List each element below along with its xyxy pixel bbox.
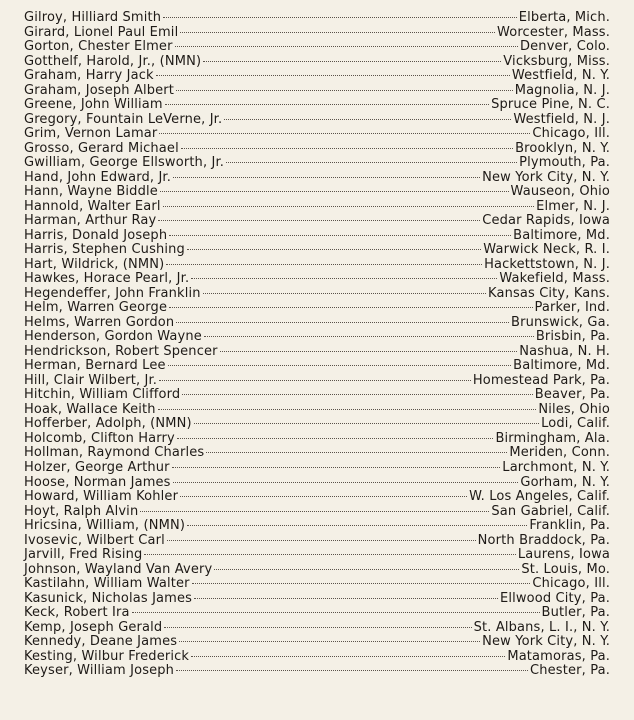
dot-leader — [169, 235, 511, 236]
roster-entry — [24, 69, 610, 84]
roster-entry — [24, 113, 610, 128]
person-name: Hand, John Edward, Jr. — [24, 169, 172, 185]
hometown: Beaver, Pa. — [534, 387, 610, 403]
dot-leader — [140, 511, 489, 512]
person-name: Hannold, Walter Earl — [24, 198, 161, 214]
roster-entry — [24, 534, 610, 549]
dot-leader — [191, 278, 497, 279]
person-name: Graham, Joseph Albert — [24, 82, 175, 98]
person-name: Hart, Wildrick, (NMN) — [24, 256, 165, 272]
hometown: Chicago, Ill. — [532, 576, 610, 592]
person-name: Grosso, Gerard Michael — [24, 140, 179, 156]
roster-entry — [24, 490, 610, 505]
hometown: Westfield, N. Y. — [511, 68, 610, 84]
roster-entry — [24, 287, 610, 302]
roster-entry — [24, 316, 610, 331]
roster-entry — [24, 635, 610, 650]
dot-leader — [220, 351, 518, 352]
hometown: St. Louis, Mo. — [521, 561, 610, 577]
person-name: Johnson, Wayland Van Avery — [24, 561, 213, 577]
person-name: Hollman, Raymond Charles — [24, 445, 205, 461]
hometown: Meriden, Conn. — [509, 445, 610, 461]
hometown: North Braddock, Pa. — [477, 532, 610, 548]
dot-leader — [191, 656, 505, 657]
hometown: Plymouth, Pa. — [519, 155, 610, 171]
person-name: Hitchin, William Clifford — [24, 387, 181, 403]
roster-entry — [24, 156, 610, 171]
dot-leader — [173, 177, 480, 178]
roster-entry — [24, 461, 610, 476]
hometown: Butler, Pa. — [541, 605, 610, 621]
roster-entry — [24, 345, 610, 360]
dot-leader — [160, 191, 509, 192]
roster-entry — [24, 446, 610, 461]
dot-leader — [187, 525, 527, 526]
roster-entry — [24, 359, 610, 374]
roster-entry — [24, 592, 610, 607]
dot-leader — [194, 423, 539, 424]
hometown: Larchmont, N. Y. — [502, 459, 610, 475]
hometown: Homestead Park, Pa. — [472, 372, 610, 388]
roster-entry — [24, 563, 610, 578]
dot-leader — [172, 467, 501, 468]
dot-leader — [214, 569, 519, 570]
dot-leader — [176, 322, 509, 323]
hometown: Warwick Neck, R. I. — [483, 242, 610, 258]
dot-leader — [206, 452, 507, 453]
roster-entry — [24, 243, 610, 258]
hometown: Baltimore, Md. — [513, 227, 610, 243]
dot-leader — [180, 496, 467, 497]
hometown: Parker, Ind. — [534, 300, 610, 316]
person-name: Herman, Bernard Lee — [24, 358, 166, 374]
person-name: Helm, Warren George — [24, 300, 168, 316]
dot-leader — [187, 249, 481, 250]
roster-entry — [24, 171, 610, 186]
hometown: Brooklyn, N. Y. — [515, 140, 610, 156]
dot-leader — [175, 46, 518, 47]
person-name: Hoose, Norman James — [24, 474, 171, 490]
dot-leader — [180, 32, 495, 33]
hometown: Denver, Colo. — [520, 39, 610, 55]
person-name: Gotthelf, Harold, Jr., (NMN) — [24, 53, 202, 69]
dot-leader — [168, 365, 512, 366]
person-name: Howard, William Kohler — [24, 489, 179, 505]
hometown: Matamoras, Pa. — [507, 648, 610, 664]
hometown: Chicago, Ill. — [532, 126, 610, 142]
person-name: Holzer, George Arthur — [24, 459, 170, 475]
person-name: Kennedy, Deane James — [24, 634, 178, 650]
dot-leader — [203, 293, 486, 294]
person-name: Keck, Robert Ira — [24, 605, 130, 621]
roster-entry — [24, 214, 610, 229]
roster-entry — [24, 229, 610, 244]
person-name: Hill, Clair Wilbert, Jr. — [24, 372, 158, 388]
roster-entry — [24, 403, 610, 418]
roster-entry — [24, 301, 610, 316]
dot-leader — [159, 133, 530, 134]
hometown: Nashua, N. H. — [519, 343, 610, 359]
roster-entry — [24, 330, 610, 345]
person-name: Hricsina, William, (NMN) — [24, 518, 186, 534]
hometown: New York City, N. Y. — [482, 169, 610, 185]
person-name: Keyser, William Joseph — [24, 663, 175, 679]
hometown: San Gabriel, Calif. — [491, 503, 610, 519]
roster-entry — [24, 40, 610, 55]
roster-entry — [24, 98, 610, 113]
person-name: Hofferber, Adolph, (NMN) — [24, 416, 192, 432]
person-name: Girard, Lionel Paul Emil — [24, 24, 179, 40]
dot-leader — [226, 162, 517, 163]
dot-leader — [164, 627, 471, 628]
dot-leader — [169, 307, 532, 308]
hometown: New York City, N. Y. — [482, 634, 610, 650]
dot-leader — [177, 438, 494, 439]
person-name: Henderson, Gordon Wayne — [24, 329, 202, 345]
person-name: Hoyt, Ralph Alvin — [24, 503, 139, 519]
roster-entry — [24, 664, 610, 679]
hometown: Hackettstown, N. J. — [484, 256, 610, 272]
hometown: Gorham, N. Y. — [520, 474, 610, 490]
hometown: Lodi, Calif. — [541, 416, 610, 432]
hometown: Wauseon, Ohio — [510, 184, 610, 200]
hometown: Kansas City, Kans. — [488, 285, 610, 301]
roster-entry — [24, 505, 610, 520]
person-name: Harman, Arthur Ray — [24, 213, 157, 229]
person-name: Kesting, Wilbur Frederick — [24, 648, 190, 664]
person-name: Gwilliam, George Ellsworth, Jr. — [24, 155, 225, 171]
roster-entry — [24, 621, 610, 636]
person-name: Ivosevic, Wilbert Carl — [24, 532, 165, 548]
roster-entry — [24, 417, 610, 432]
hometown: Cedar Rapids, Iowa — [482, 213, 610, 229]
roster-entry — [24, 388, 610, 403]
roster-entry — [24, 519, 610, 534]
person-name: Hoak, Wallace Keith — [24, 401, 156, 417]
roster-entry — [24, 258, 610, 273]
person-name: Kasunick, Nicholas James — [24, 590, 193, 606]
dot-leader — [165, 104, 489, 105]
dot-leader — [182, 394, 533, 395]
dot-leader — [167, 540, 476, 541]
person-name: Holcomb, Clifton Harry — [24, 430, 175, 446]
roster-entry — [24, 11, 610, 26]
person-name: Graham, Harry Jack — [24, 68, 154, 84]
hometown: Spruce Pine, N. C. — [491, 97, 610, 113]
hometown: Laurens, Iowa — [517, 547, 610, 563]
roster-entry — [24, 374, 610, 389]
dot-leader — [204, 336, 534, 337]
dot-leader — [132, 612, 540, 613]
hometown: Magnolia, N. J. — [514, 82, 610, 98]
roster-entry — [24, 650, 610, 665]
dot-leader — [181, 148, 513, 149]
roster-entry — [24, 200, 610, 215]
person-name: Harris, Donald Joseph — [24, 227, 168, 243]
roster-entry — [24, 577, 610, 592]
roster-list — [24, 11, 610, 679]
dot-leader — [176, 90, 513, 91]
roster-entry — [24, 26, 610, 41]
person-name: Hendrickson, Robert Spencer — [24, 343, 218, 359]
hometown: Franklin, Pa. — [529, 518, 610, 534]
dot-leader — [163, 17, 517, 18]
person-name: Hegendeffer, John Franklin — [24, 285, 201, 301]
roster-entry — [24, 476, 610, 491]
person-name: Gregory, Fountain LeVerne, Jr. — [24, 111, 223, 127]
dot-leader — [144, 554, 515, 555]
dot-leader — [192, 583, 531, 584]
hometown: St. Albans, L. I., N. Y. — [473, 619, 610, 635]
person-name: Gilroy, Hilliard Smith — [24, 10, 162, 25]
person-name: Kastilahn, William Walter — [24, 576, 190, 592]
hometown: Ellwood City, Pa. — [499, 590, 610, 606]
hometown: Westfield, N. J. — [513, 111, 610, 127]
hometown: Worcester, Mass. — [497, 24, 610, 40]
hometown: Birmingham, Ala. — [495, 430, 610, 446]
person-name: Gorton, Chester Elmer — [24, 39, 173, 55]
dot-leader — [158, 409, 537, 410]
hometown: Elmer, N. J. — [536, 198, 610, 214]
dot-leader — [203, 61, 501, 62]
hometown: Elberta, Mich. — [518, 10, 610, 25]
dot-leader — [176, 670, 528, 671]
roster-entry — [24, 55, 610, 70]
person-name: Helms, Warren Gordon — [24, 314, 175, 330]
person-name: Greene, John William — [24, 97, 163, 113]
hometown: Baltimore, Md. — [513, 358, 610, 374]
hometown: Brunswick, Ga. — [511, 314, 610, 330]
person-name: Grim, Vernon Lamar — [24, 126, 158, 142]
hometown: Brisbin, Pa. — [535, 329, 610, 345]
dot-leader — [179, 641, 480, 642]
person-name: Harris, Stephen Cushing — [24, 242, 185, 258]
hometown: Niles, Ohio — [538, 401, 610, 417]
roster-entry — [24, 84, 610, 99]
dot-leader — [163, 206, 535, 207]
roster-entry — [24, 606, 610, 621]
hometown: W. Los Angeles, Calif. — [469, 489, 610, 505]
roster-entry — [24, 127, 610, 142]
dot-leader — [166, 264, 482, 265]
dot-leader — [173, 482, 519, 483]
dot-leader — [156, 75, 510, 76]
person-name: Jarvill, Fred Rising — [24, 547, 143, 563]
hometown: Vicksburg, Miss. — [503, 53, 610, 69]
dot-leader — [158, 220, 480, 221]
roster-entry — [24, 185, 610, 200]
dot-leader — [159, 380, 471, 381]
person-name: Hann, Wayne Biddle — [24, 184, 158, 200]
roster-entry — [24, 272, 610, 287]
person-name: Kemp, Joseph Gerald — [24, 619, 163, 635]
hometown: Chester, Pa. — [530, 663, 610, 679]
dot-leader — [194, 598, 498, 599]
hometown: Wakefield, Mass. — [499, 271, 610, 287]
dot-leader — [224, 119, 511, 120]
roster-entry — [24, 142, 610, 157]
roster-entry — [24, 432, 610, 447]
roster-entry — [24, 548, 610, 563]
person-name: Hawkes, Horace Pearl, Jr. — [24, 271, 190, 287]
